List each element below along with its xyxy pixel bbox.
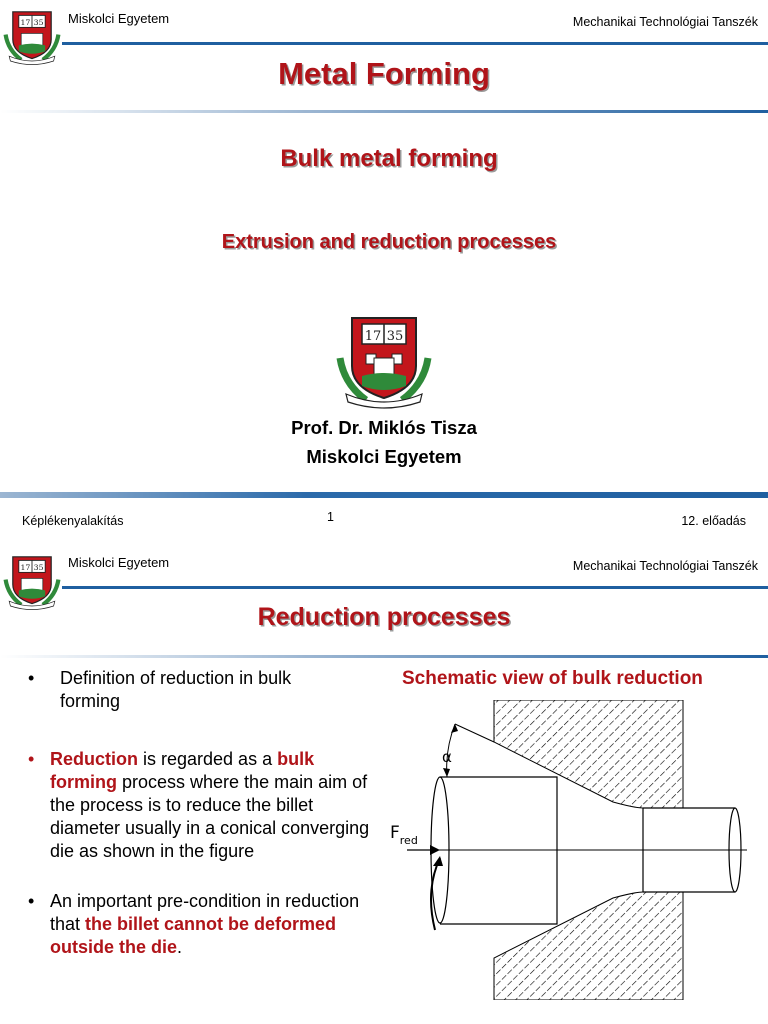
text-segment: is regarded as a bbox=[138, 749, 278, 769]
svg-text:17: 17 bbox=[364, 329, 382, 344]
footer-page-number: 1 bbox=[327, 510, 334, 524]
bullet-marker: • bbox=[28, 668, 35, 688]
header-university: Miskolci Egyetem bbox=[68, 11, 170, 26]
footer-rule bbox=[0, 492, 768, 498]
bullet-reduction bbox=[28, 748, 373, 863]
header-rule bbox=[62, 586, 768, 589]
svg-text:35: 35 bbox=[33, 563, 44, 572]
reduction-schematic bbox=[385, 700, 768, 1000]
footer-course: Képlékenyalakítás bbox=[22, 514, 124, 528]
bullet-definition bbox=[28, 667, 348, 713]
header-department: Mechanikai Technológiai Tanszék bbox=[572, 15, 758, 29]
title-rule bbox=[0, 655, 768, 658]
svg-text:35: 35 bbox=[33, 18, 44, 27]
figure-title: Schematic view of bulk reduction bbox=[402, 668, 703, 689]
term-billet-constraint: the billet cannot be deformed outside the die bbox=[50, 914, 337, 957]
slide-topic: Extrusion and reduction processes bbox=[221, 231, 557, 253]
term-reduction: Reduction bbox=[50, 749, 138, 769]
force-label: $F_{red}$ bbox=[390, 823, 418, 847]
bullet-marker: • bbox=[28, 749, 35, 769]
footer-lecture: 12. előadás bbox=[681, 514, 746, 528]
slide-2 bbox=[0, 545, 768, 1024]
angle-label: α bbox=[442, 748, 452, 766]
slide-title: Metal Forming bbox=[278, 56, 490, 91]
author-name: Prof. Dr. Miklós Tisza bbox=[291, 417, 477, 438]
svg-text:35: 35 bbox=[386, 329, 404, 344]
header-rule bbox=[62, 42, 768, 45]
header-university: Miskolci Egyetem bbox=[68, 555, 170, 570]
bullet-definition-text: Definition of reduction in bulk forming bbox=[60, 668, 292, 711]
bullet-marker: • bbox=[28, 891, 35, 911]
university-crest-icon bbox=[334, 314, 434, 410]
term-bulk-forming: bulk forming bbox=[50, 749, 315, 792]
author-affiliation: Miskolci Egyetem bbox=[306, 446, 462, 467]
die-upper bbox=[494, 700, 683, 808]
text-segment: An important pre-condition in reduction that bbox=[50, 891, 360, 934]
slide-title: Reduction processes bbox=[257, 603, 511, 631]
bullet-precondition bbox=[28, 890, 373, 959]
title-rule bbox=[0, 110, 768, 113]
svg-text:17: 17 bbox=[20, 563, 31, 572]
text-segment: . bbox=[177, 937, 183, 957]
header-department: Mechanikai Technológiai Tanszék bbox=[572, 559, 758, 573]
svg-text:17: 17 bbox=[20, 18, 31, 27]
text-segment: process where the main aim of the process is to reduce the billet diameter usually in a conical converging die as shown in the figure bbox=[50, 772, 370, 861]
slide-subtitle: Bulk metal forming bbox=[280, 145, 498, 172]
die-lower bbox=[494, 892, 683, 1000]
